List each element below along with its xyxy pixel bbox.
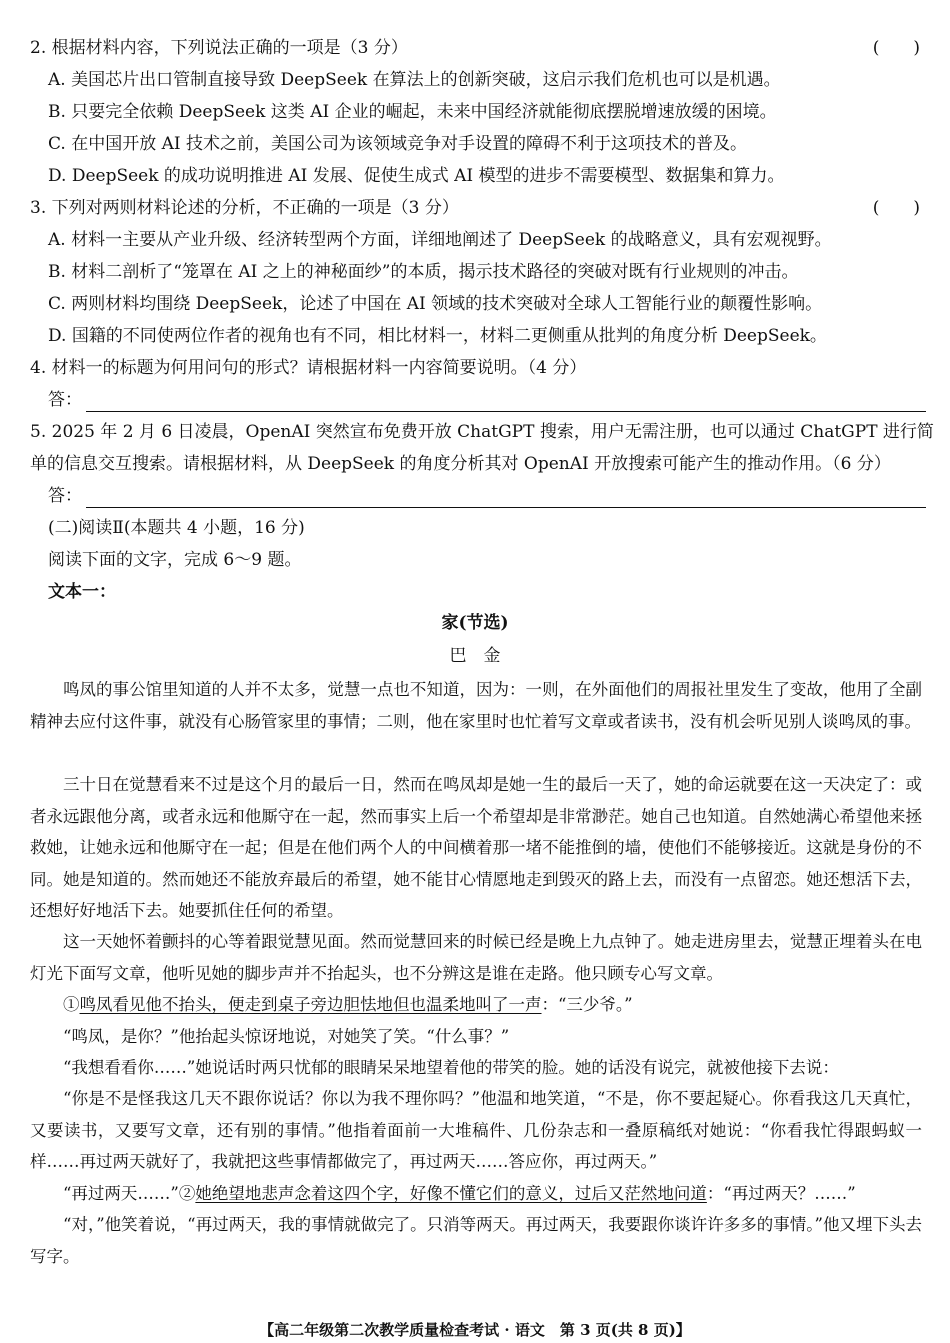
paragraph-8-rest: ：“再过两天？……” (706, 1184, 856, 1203)
article-title: 家(节选) (441, 613, 509, 633)
page-top-edge (0, 0, 950, 14)
question-4-answer-area[interactable] (48, 388, 926, 412)
question-2-option-d: D. DeepSeek 的成功说明推进 AI 发展、促使生成式 AI 模型的进步不需要模型、数据集和算力。 (48, 166, 785, 186)
article-paragraph-2: 三十日在觉慧看来不过是这个月的最后一日，然而在鸣凤却是她一生的最后一天了，她的命运就要在这一天决定了：或者永远跟他分离，或者永远和他厮守在一起，然而事实上后一个希望却是非常渺茫。她自己也知道。自然她满心希望他来拯救她，让她永远和他厮守在一起；但是在他们两个人的中间横着那一堵不能推倒的墙，使他们不能够接近。这就是身份的不同。她是知道的。然而她还不能放弃最后的希望，她不能甘心情愿地走到毁灭的路上去，而没有一点留恋。她还想活下去，还想好好地活下去。她要抓住任何的希望。 (30, 775, 922, 920)
article-paragraph-7: “你是不是怪我这几天不跟你说话？你以为我不理你吗？”他温和地笑道，“不是，你不要起疑心。你看我这几天真忙，又要读书，又要写文章，还有别的事情。”他指着面前一大堆稿件、几份杂志和一叠原稿纸对她说：“你看我忙得跟蚂蚁一样……再过两天就好了，我就把这些事情都做完了，再过两天……答应你，再过两天。” (30, 1089, 922, 1171)
article-paragraph-8 (30, 1178, 922, 1210)
underlined-sentence-2: 她绝望地悲声念着这四个字，好像不懂它们的意义，过后又茫然地问道 (195, 1184, 707, 1203)
question-5-stem-line-1: 5. 2025 年 2 月 6 日凌晨，OpenAI 突然宣布免费开放 ChatGPT 搜索，用户无需注册，也可以通过 ChatGPT 进行简 (30, 422, 934, 442)
paragraph-4-rest: ：“三少爷。” (541, 995, 633, 1014)
question-2-option-c: C. 在中国开放 AI 技术之前，美国公司为该领域竞争对手设置的障碍不利于这项技术的普及。 (48, 134, 748, 154)
question-3-option-c: C. 两则材料均围绕 DeepSeek，论述了中国在 AI 领域的技术突破对全球人工智能行业的颠覆性影响。 (48, 294, 823, 314)
question-2-option-b: B. 只要完全依赖 DeepSeek 这类 AI 企业的崛起，未来中国经济就能彻底摆脱增速放缓的困境。 (48, 102, 777, 122)
answer-label: 答： (48, 390, 82, 410)
text-one-label: 文本一： (48, 582, 116, 602)
answer-label: 答： (48, 486, 82, 506)
question-2-answer-bracket: ( ) (872, 38, 920, 58)
answer-line[interactable] (86, 489, 926, 508)
underlined-sentence-1: 鸣凤看见他不抬头，便走到桌子旁边胆怯地但也温柔地叫了一声 (79, 995, 542, 1014)
question-3-answer-bracket: ( ) (872, 198, 920, 218)
question-3-option-d: D. 国籍的不同使两位作者的视角也有不同，相比材料一，材料二更侧重从批判的角度分析 DeepSeek。 (48, 326, 827, 346)
annotation-marker-2: ② (178, 1184, 196, 1203)
section-instruction: 阅读下面的文字，完成 6～9 题。 (48, 550, 302, 570)
question-4-stem: 4. 材料一的标题为何用问句的形式？请根据材料一内容简要说明。（4 分） (30, 358, 587, 378)
article-paragraph-4 (30, 989, 922, 1021)
question-5-answer-area[interactable] (48, 484, 926, 508)
question-3-stem: 3. 下列对两则材料论述的分析，不正确的一项是（3 分） (30, 198, 459, 218)
question-3-option-a: A. 材料一主要从产业升级、经济转型两个方面，详细地阐述了 DeepSeek 的战略意义，具有宏观视野。 (48, 230, 832, 250)
article-author: 巴 金 (449, 646, 501, 666)
article-paragraph-3: 这一天她怀着颤抖的心等着跟觉慧见面。然而觉慧回来的时候已经是晚上九点钟了。她走进房里去，觉慧正埋着头在电灯光下面写文章，他听见她的脚步声并不抬起头，也不分辨这是谁在走路。他只顾专心写文章。 (30, 932, 922, 983)
question-5-stem-line-2: 单的信息交互搜索。请根据材料，从 DeepSeek 的角度分析其对 OpenAI 开放搜索可能产生的推动作用。（6 分） (30, 454, 891, 474)
question-2-stem: 2. 根据材料内容，下列说法正确的一项是（3 分） (30, 38, 408, 58)
page-footer: 【高二年级第二次教学质量检查考试 · 语文 第 3 页(共 8 页)】 (259, 1321, 691, 1339)
article-paragraph-1: 鸣凤的事公馆里知道的人并不太多，觉慧一点也不知道，因为：一则，在外面他们的周报社里发生了变故，他用了全副精神去应付这件事，就没有心肠管家里的事情；二则，他在家里时也忙着写文章或者读书，没有机会听见别人谈鸣凤的事。 (30, 680, 922, 731)
answer-line[interactable] (86, 393, 926, 412)
paragraph-8-start: “再过两天……” (63, 1184, 179, 1203)
article-paragraph-6: “我想看看你……”她说话时两只忧郁的眼睛呆呆地望着他的带笑的脸。她的话没有说完，就被他接下去说： (63, 1058, 839, 1077)
annotation-marker-1: ① (63, 995, 80, 1014)
section-heading: (二)阅读Ⅱ(本题共 4 小题，16 分) (48, 518, 305, 538)
article-paragraph-9: “对，”他笑着说，“再过两天，我的事情就做完了。只消等两天。再过两天，我要跟你谈许许多多的事情。”他又埋下头去写字。 (30, 1215, 922, 1266)
article-paragraph-5: “鸣凤，是你？”他抬起头惊讶地说，对她笑了笑。“什么事？” (63, 1027, 510, 1046)
question-2-option-a: A. 美国芯片出口管制直接导致 DeepSeek 在算法上的创新突破，这启示我们危机也可以是机遇。 (48, 70, 781, 90)
question-3-option-b: B. 材料二剖析了“笼罩在 AI 之上的神秘面纱”的本质，揭示技术路径的突破对既有行业规则的冲击。 (48, 262, 799, 282)
